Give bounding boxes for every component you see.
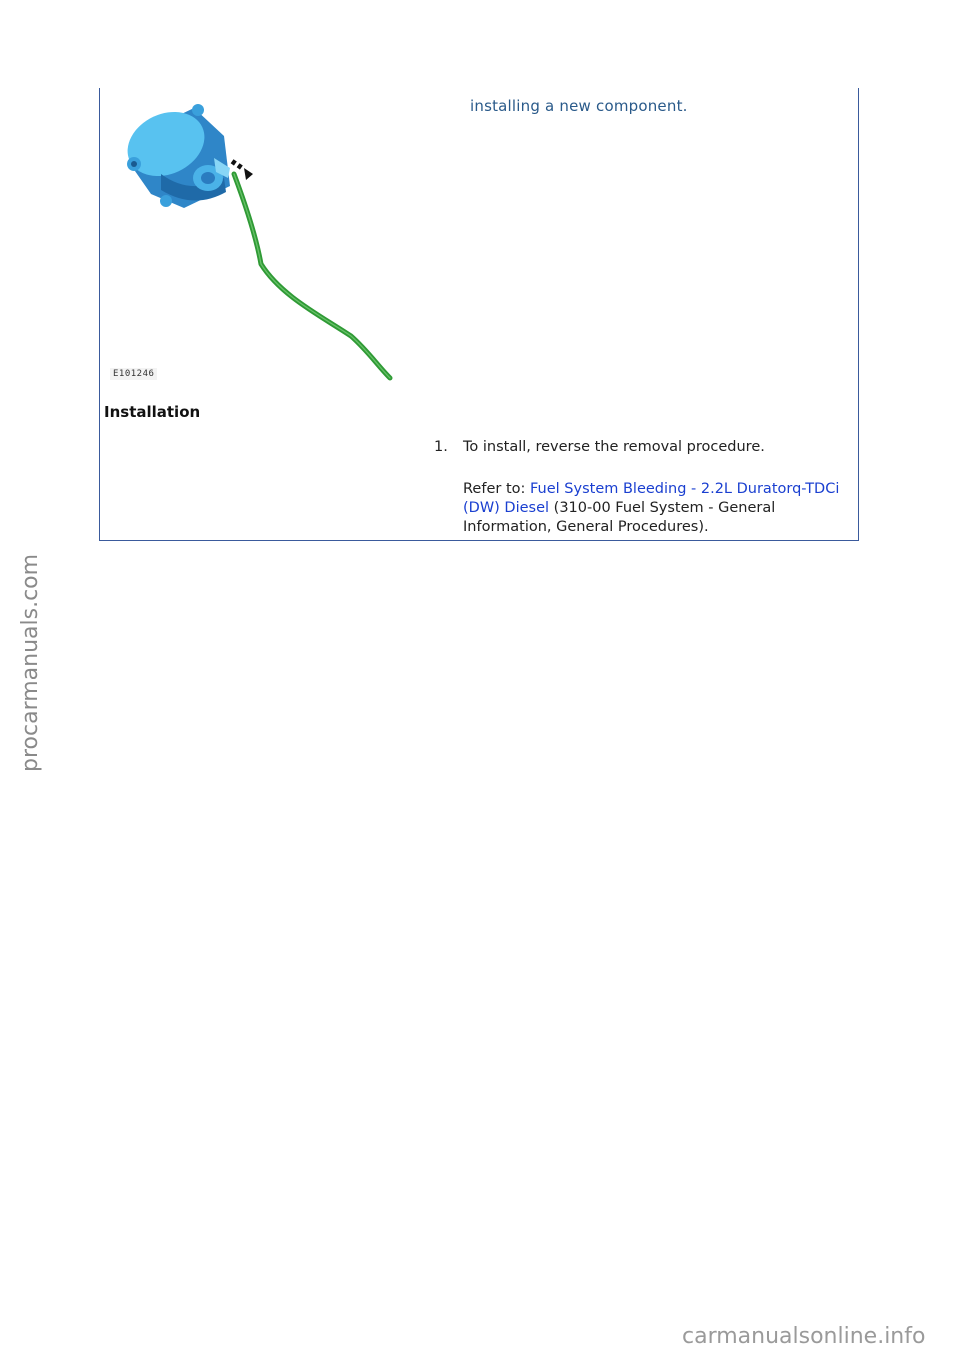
note-text: installing a new component.	[470, 97, 688, 115]
reference-paragraph	[463, 480, 855, 537]
fuel-pump-illustration	[106, 96, 406, 392]
bottom-watermark: carmanualsonline.info	[682, 1324, 926, 1349]
side-watermark: procarmanuals.com	[18, 553, 43, 772]
pump-body	[117, 100, 230, 208]
step-number: 1.	[434, 439, 448, 455]
figure-code: E101246	[110, 368, 157, 380]
wiring-harness	[234, 174, 390, 378]
refer-prefix: Refer to:	[463, 481, 530, 497]
step-text: To install, reverse the removal procedure.	[463, 439, 765, 455]
section-title: Installation	[104, 403, 201, 421]
fuel-system-bleeding-link[interactable]: Fuel System Bleeding - 2.2L Duratorq-TDCi (DW) Diesel	[463, 481, 840, 516]
refer-suffix: (310-00 Fuel System - General Information, General Procedures).	[463, 500, 776, 535]
